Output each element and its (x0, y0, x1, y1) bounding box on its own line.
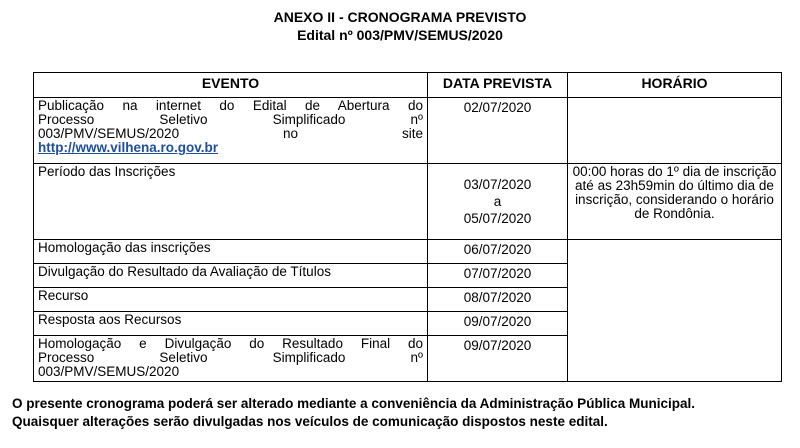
document-title: ANEXO II - CRONOGRAMA PREVISTO (273, 9, 527, 25)
event-cell: Homologação das inscrições (34, 240, 428, 264)
header-data-prevista: DATA PREVISTA (428, 73, 568, 98)
event-cell (34, 98, 428, 164)
event-line: 003/PMV/SEMUS/2020 no site (38, 126, 423, 141)
event-line: Processo Seletivo Simplificado nº (38, 112, 423, 127)
event-cell: Resposta aos Recursos (34, 312, 428, 336)
schedule-table (33, 72, 782, 382)
event-line: Processo Seletivo Simplificado nº (38, 350, 423, 365)
date-cell: 08/07/2020 (428, 288, 568, 312)
document-subtitle: Edital nº 003/PMV/SEMUS/2020 (297, 27, 503, 43)
event-line: Homologação e Divulgação do Resultado Final do (38, 336, 423, 351)
date-cell: 09/07/2020 (428, 312, 568, 336)
table-header-row (34, 73, 782, 98)
event-line: Publicação na internet do Edital de Abertura do (38, 98, 423, 113)
time-cell (568, 98, 782, 164)
date-cell: 06/07/2020 (428, 240, 568, 264)
date-cell (428, 164, 568, 240)
date-cell: 07/07/2020 (428, 264, 568, 288)
footer-note-1: O presente cronograma poderá ser alterado mediante a conveniência da Administração Pública Municipal. (12, 396, 695, 411)
date-cell: 02/07/2020 (428, 98, 568, 164)
header-horario: HORÁRIO (568, 73, 782, 98)
event-cell: Recurso (34, 288, 428, 312)
header-evento: EVENTO (34, 73, 428, 98)
date-end: 05/07/2020 (463, 211, 532, 226)
date-cell: 09/07/2020 (428, 336, 568, 382)
date-start: 03/07/2020 (463, 177, 532, 192)
table-row (34, 164, 782, 240)
date-separator: a (493, 194, 502, 209)
event-line: 003/PMV/SEMUS/2020 (38, 364, 180, 379)
vilhena-site-link[interactable]: http://www.vilhena.ro.gov.br (38, 140, 219, 155)
table-row (34, 240, 782, 264)
event-cell (34, 336, 428, 382)
event-cell: Período das Inscrições (34, 164, 428, 240)
event-cell: Divulgação do Resultado da Avaliação de Títulos (34, 264, 428, 288)
time-cell: 00:00 horas do 1º dia de inscrição até as 23h59min do último dia de inscrição, considerando o horário de Rondônia. (568, 164, 782, 240)
footer-note-2: Quaisquer alterações serão divulgadas nos veículos de comunicação dispostos neste edital. (12, 414, 608, 429)
table-row (34, 98, 782, 164)
time-cell-empty (568, 240, 782, 382)
